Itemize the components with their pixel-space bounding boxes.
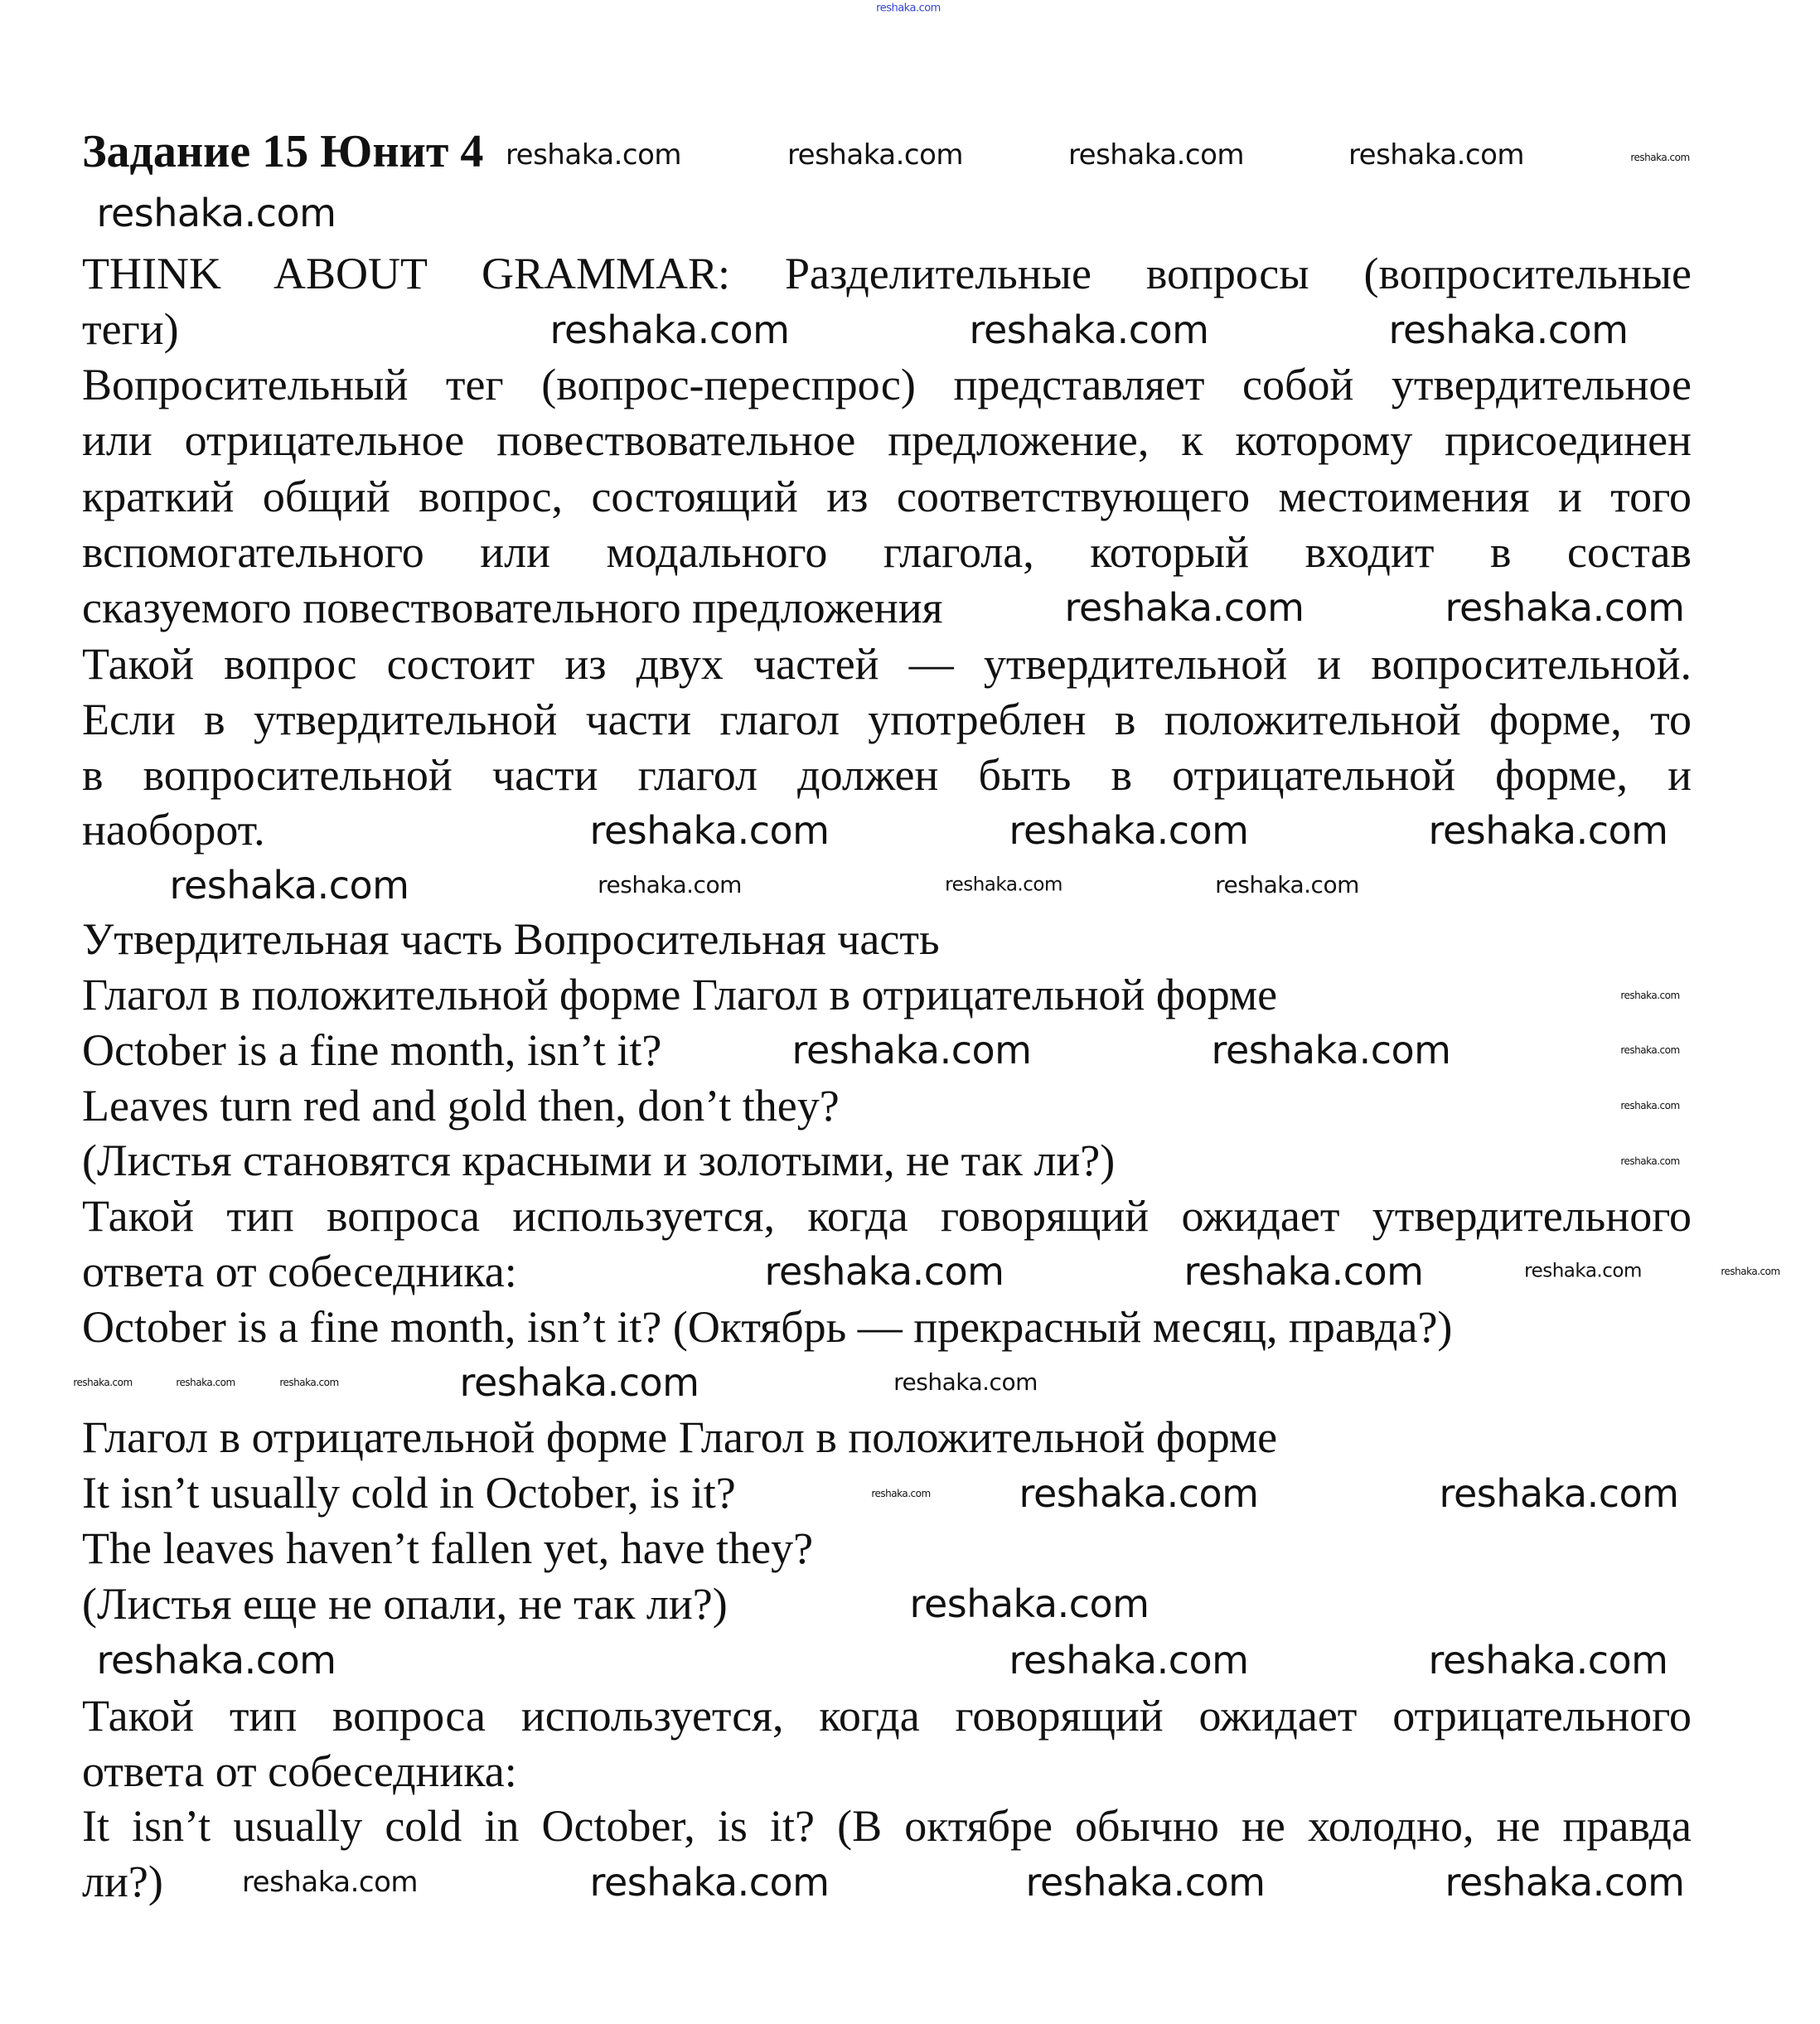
watermark: reshaka.com: [1439, 1471, 1679, 1516]
text-line: вспомогательного или модального глагола, который входит в состав: [82, 527, 1692, 577]
watermark: reshaka.com: [1009, 1638, 1249, 1683]
text-line: The leaves haven’t fallen yet, have they?: [82, 1523, 814, 1573]
watermark: reshaka.com: [909, 1581, 1150, 1626]
watermark: reshaka.com: [96, 191, 336, 235]
text-line: Такой вопрос состоит из двух частей — утвердительной и вопросительной.: [82, 639, 1692, 689]
text-line: Такой тип вопроса используется, когда говорящий ожидает утвердительного: [82, 1191, 1692, 1241]
watermark: reshaka.com: [871, 1488, 931, 1499]
watermark: reshaka.com: [1630, 152, 1690, 163]
text-line: Глагол в отрицательной форме Глагол в положительной форме: [82, 1412, 1278, 1462]
text-line: сказуемого повествовательного предложения: [82, 583, 943, 632]
watermark: reshaka.com: [505, 138, 682, 172]
watermark: reshaka.com: [1067, 138, 1245, 172]
watermark: reshaka.com: [176, 1377, 235, 1388]
text-line: (Листья становятся красными и золотыми, не так ли?): [82, 1135, 1116, 1185]
watermark: reshaka.com: [1348, 138, 1525, 172]
text-line: THINK ABOUT GRAMMAR: Разделительные вопросы (вопросительные: [82, 249, 1692, 298]
text-line: теги): [82, 304, 179, 354]
text-line: ответа от собеседника:: [82, 1247, 517, 1296]
text-line: в вопросительной части глагол должен быть в отрицательной форме, и: [82, 750, 1692, 800]
watermark: reshaka.com: [787, 138, 964, 172]
watermark: reshaka.com: [764, 1249, 1004, 1294]
text-line: Такой тип вопроса используется, когда говорящий ожидает отрицательного: [82, 1691, 1692, 1741]
watermark: reshaka.com: [876, 2, 941, 15]
text-line: Вопросительный тег (вопрос-переспрос) представляет собой утвердительное: [82, 360, 1692, 409]
watermark: reshaka.com: [459, 1360, 699, 1405]
page-title: Задание 15 Юнит 4: [82, 126, 484, 177]
text-line: October is a fine month, isn’t it?: [82, 1025, 662, 1075]
text-line: (Листья еще не опали, не так ли?): [82, 1579, 728, 1629]
watermark: reshaka.com: [1524, 1260, 1642, 1282]
watermark: reshaka.com: [1215, 871, 1359, 898]
text-line: ответа от собеседника:: [82, 1746, 517, 1796]
watermark: reshaka.com: [73, 1377, 133, 1388]
watermark: reshaka.com: [1428, 808, 1668, 853]
watermark: reshaka.com: [1721, 1266, 1780, 1277]
watermark: reshaka.com: [1211, 1028, 1451, 1073]
watermark: reshaka.com: [241, 1866, 419, 1899]
watermark: reshaka.com: [1445, 585, 1685, 630]
watermark: reshaka.com: [791, 1028, 1032, 1073]
watermark: reshaka.com: [1183, 1249, 1424, 1294]
watermark: reshaka.com: [1445, 1860, 1685, 1905]
watermark: reshaka.com: [549, 307, 790, 352]
watermark: reshaka.com: [1009, 808, 1249, 853]
watermark: reshaka.com: [169, 863, 409, 908]
text-line: Leaves turn red and gold then, don’t they?: [82, 1081, 840, 1131]
text-line: Утвердительная часть Вопросительная часть: [82, 914, 940, 964]
watermark: reshaka.com: [945, 874, 1062, 896]
watermark: reshaka.com: [589, 1860, 830, 1905]
watermark: reshaka.com: [1025, 1860, 1266, 1905]
watermark: reshaka.com: [1620, 1100, 1680, 1111]
watermark: reshaka.com: [1388, 307, 1629, 352]
watermark: reshaka.com: [1620, 990, 1680, 1001]
text-line: краткий общий вопрос, состоящий из соответствующего местоимения и того: [82, 472, 1692, 521]
text-line: It isn’t usually cold in October, is it?: [82, 1468, 736, 1518]
watermark: reshaka.com: [279, 1377, 339, 1388]
watermark: reshaka.com: [589, 808, 830, 853]
watermark: reshaka.com: [969, 307, 1209, 352]
text-line: It isn’t usually cold in October, is it? (В октябре обычно не холодно, не правда: [82, 1801, 1692, 1851]
watermark: reshaka.com: [1428, 1638, 1668, 1683]
watermark: reshaka.com: [1064, 585, 1304, 630]
watermark: reshaka.com: [598, 871, 742, 898]
text-line: или отрицательное повествовательное предложение, к которому присоединен: [82, 415, 1692, 465]
text-line: ли?): [82, 1857, 163, 1906]
watermark: reshaka.com: [893, 1368, 1038, 1396]
watermark: reshaka.com: [1620, 1155, 1680, 1167]
text-line: Если в утвердительной части глагол употреблен в положительной форме, то: [82, 695, 1692, 744]
text-line: October is a fine month, isn’t it? (Октябрь — прекрасный месяц, правда?): [82, 1302, 1453, 1352]
watermark: reshaka.com: [1019, 1471, 1259, 1516]
watermark: reshaka.com: [96, 1638, 336, 1683]
text-line: Глагол в положительной форме Глагол в отрицательной форме: [82, 970, 1278, 1019]
text-line: наоборот.: [82, 805, 265, 855]
watermark: reshaka.com: [1620, 1044, 1680, 1056]
